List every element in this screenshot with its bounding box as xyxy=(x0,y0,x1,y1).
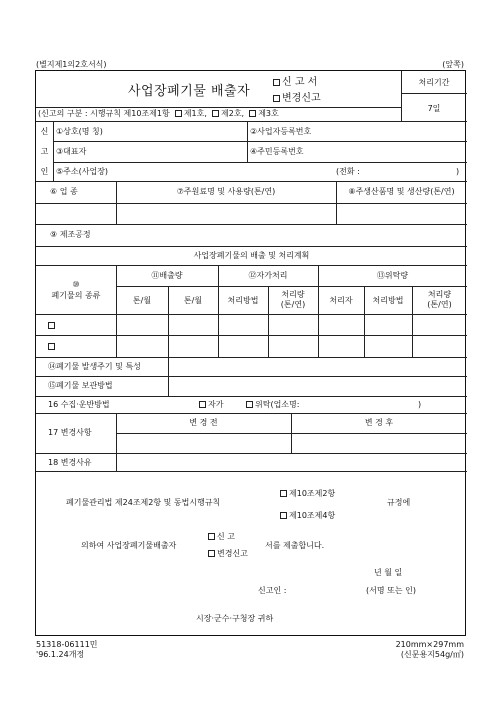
emission-label: ⑪배출량 xyxy=(151,271,183,280)
change-items-label: 17 변경사항 xyxy=(48,428,92,437)
checkbox-item2[interactable] xyxy=(212,110,219,117)
col-amount-1: 처리량 xyxy=(281,290,305,299)
self-treat-label: ⑫자가처리 xyxy=(248,271,288,280)
statement-line1: 폐기물관리법 제24조제2항 및 동법시행규칙 xyxy=(66,498,221,507)
revision-date: '96.1.24개정 xyxy=(36,650,85,659)
checkbox-waste-row-2[interactable] xyxy=(48,343,55,350)
checkbox-waste-row-1[interactable] xyxy=(48,322,55,329)
col-amount-2: 처리량 xyxy=(427,290,452,299)
checkbox-article-4[interactable] xyxy=(280,512,287,519)
process-label: ⑨ 제조공정 xyxy=(50,230,91,239)
raw-material-label: ⑦주원료명 및 사용량(톤/연) xyxy=(176,187,276,196)
industry-label: ⑥ 업 종 xyxy=(50,187,78,196)
address-label: ⑤주소(사업장) xyxy=(56,167,109,176)
checkbox-report[interactable] xyxy=(273,79,280,86)
col-amount-2-unit: (톤/연) xyxy=(427,300,452,309)
statement-opt-b[interactable]: 제10조제4항 xyxy=(280,511,335,521)
transport-outsource-option[interactable]: 위탁(업소명: xyxy=(246,400,299,410)
after-label: 변 경 후 xyxy=(364,418,394,427)
col-ton-month-1: 톤/월 xyxy=(132,296,152,305)
business-reg-no-label: ②사업자등록번호 xyxy=(250,127,312,136)
statement-opt-d[interactable]: 변경신고 xyxy=(208,549,248,559)
option-change[interactable]: 변경신고 xyxy=(273,93,321,105)
option-report[interactable]: 신 고 서 xyxy=(273,77,317,89)
col-ton-month-2: 톤/월 xyxy=(183,296,203,305)
page-side-label: (앞쪽) xyxy=(442,60,464,69)
transport-self-option[interactable]: 자가 xyxy=(199,400,223,410)
col-method-2: 처리방법 xyxy=(372,296,404,305)
main-product-label: ⑧주생산품명 및 생산량(톤/연) xyxy=(348,187,455,196)
checkbox-item1[interactable] xyxy=(175,110,182,117)
form-code: 51318-06111민 xyxy=(36,640,98,649)
form-title: 사업장폐기물 배출자 xyxy=(128,84,251,99)
transport-close: ) xyxy=(418,400,422,409)
statement-opt-c[interactable]: 신 고 xyxy=(208,532,235,542)
col-amount-1-unit: (톤/연) xyxy=(280,300,306,309)
storage-label: ⑮폐기물 보관방법 xyxy=(48,381,113,390)
col-method-1: 처리방법 xyxy=(227,296,259,305)
signer-label: 신고인 : xyxy=(258,586,287,595)
statement-tail2: 서를 제출합니다. xyxy=(265,541,325,550)
date-line: 년 월 일 xyxy=(374,568,403,577)
waste-type-num: ⑩ xyxy=(72,280,80,289)
checkbox-change[interactable] xyxy=(273,95,280,102)
transport-label: 16 수집·운반방법 xyxy=(48,400,110,409)
report-category: (신고의 구분 : 시행규칙 제10조제1항 제1호, 제2호, 제3호 xyxy=(38,109,279,118)
waste-type-label: 폐기물의 종류 xyxy=(51,291,101,300)
checkbox-transport-self[interactable] xyxy=(199,401,206,408)
change-reason-label: 18 변경사유 xyxy=(48,458,92,467)
statement-opt-a[interactable]: 제10조제2항 xyxy=(280,489,335,499)
phone-close: ) xyxy=(456,167,460,176)
checkbox-change-2[interactable] xyxy=(208,550,215,557)
side-label-2: 고 xyxy=(40,147,49,156)
statement-line2: 의하여 사업장폐기물배출자 xyxy=(81,541,177,550)
paper-size: 210mm×297mm xyxy=(395,640,464,649)
business-name-label: ①상호(명 칭) xyxy=(56,127,103,136)
waste-report-form xyxy=(35,70,466,636)
paper-type: (신문용지54g/㎡) xyxy=(400,650,464,659)
waste-row-1[interactable] xyxy=(48,321,57,331)
side-label-1: 신 xyxy=(40,127,49,136)
plan-title: 사업장폐기물의 배출 및 처리계획 xyxy=(193,251,310,260)
recipient: 시장·군수·구청장 귀하 xyxy=(196,614,274,623)
waste-row-2[interactable] xyxy=(48,342,57,352)
sign-note: (서명 또는 인) xyxy=(366,586,416,595)
phone-label: (전화 : xyxy=(336,167,360,176)
cycle-label: ⑭폐기물 발생주기 및 특성 xyxy=(48,362,141,371)
side-label-3: 인 xyxy=(40,167,49,176)
form-number: (별지제1의2호서식) xyxy=(36,60,107,69)
statement-tail1: 규정에 xyxy=(387,498,411,507)
checkbox-report-2[interactable] xyxy=(208,533,215,540)
checkbox-item3[interactable] xyxy=(249,110,256,117)
footer-right xyxy=(396,640,464,660)
footer-left xyxy=(36,640,98,660)
processing-period-label: 처리기간 xyxy=(418,78,450,87)
outsource-label: ⑬위탁량 xyxy=(376,271,409,280)
resident-no-label: ④주민등록번호 xyxy=(250,147,304,156)
processing-period-value: 7일 xyxy=(427,104,441,113)
col-processor: 처리자 xyxy=(329,296,353,305)
checkbox-transport-outsource[interactable] xyxy=(246,401,253,408)
checkbox-article-2[interactable] xyxy=(280,490,287,497)
before-label: 변 경 전 xyxy=(189,418,218,427)
representative-label: ③대표자 xyxy=(56,147,87,156)
